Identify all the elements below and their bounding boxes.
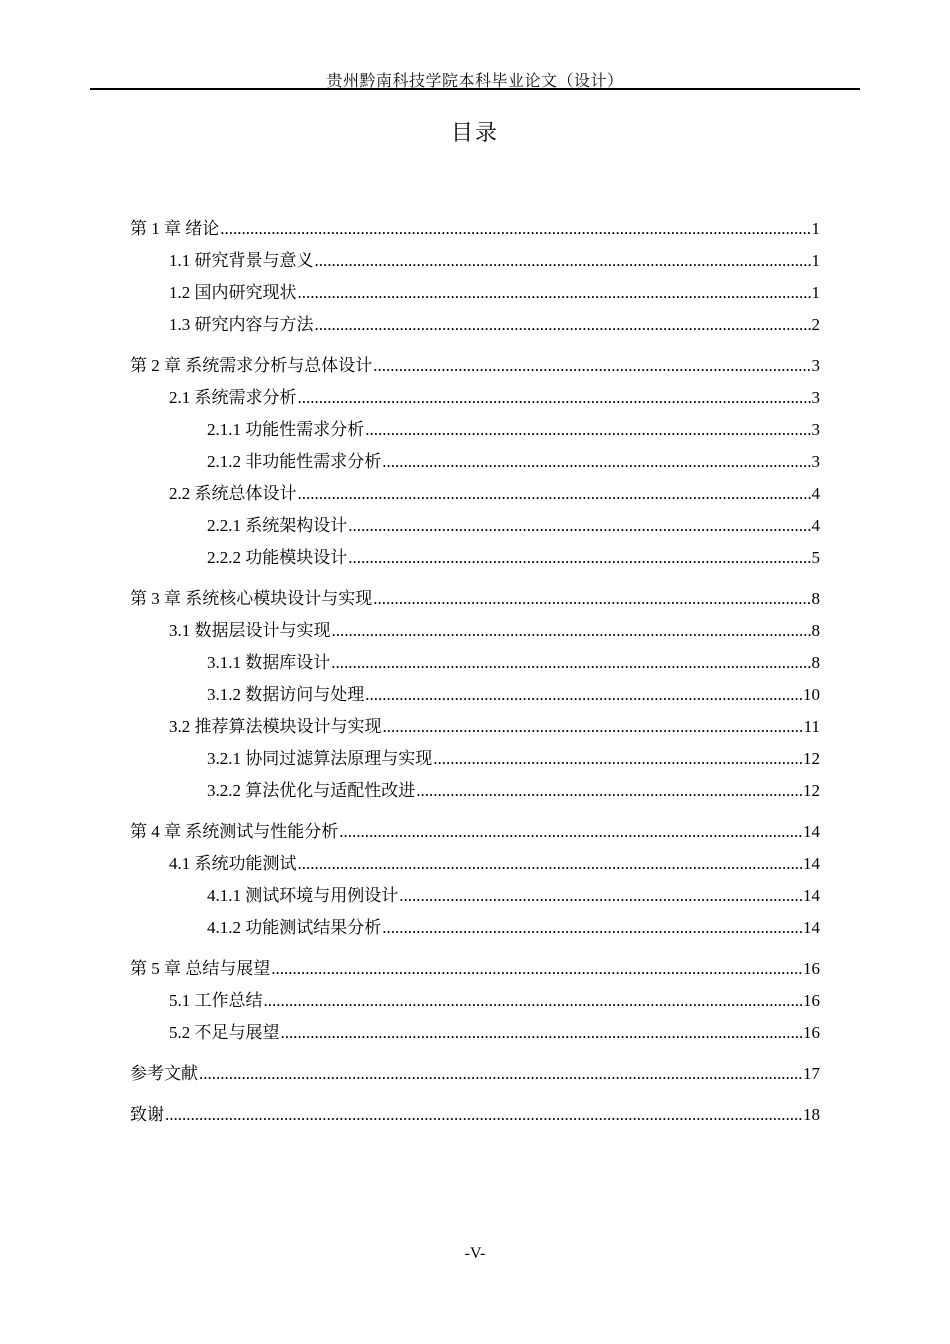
toc-dot-leader xyxy=(373,350,810,382)
toc-entry-page: 1 xyxy=(811,251,820,270)
toc-dot-leader xyxy=(373,583,810,615)
toc-dot-leader xyxy=(271,953,802,985)
toc-entry-label: 致谢 xyxy=(130,1105,164,1124)
toc-entry-page: 8 xyxy=(811,621,820,640)
toc-entry-page: 14 xyxy=(803,918,820,937)
toc-dot-leader xyxy=(298,382,811,414)
toc-entry-page: 11 xyxy=(803,717,820,736)
toc-entry-label: 参考文献 xyxy=(130,1064,198,1083)
toc-entry-label: 2.2.2 功能模块设计 xyxy=(207,548,348,567)
toc-entry-page: 3 xyxy=(811,420,820,439)
toc-entry-label: 3.1.1 数据库设计 xyxy=(207,653,331,672)
toc-entry[interactable] xyxy=(130,382,820,414)
toc-entry[interactable] xyxy=(130,880,820,912)
toc-dot-leader xyxy=(416,775,802,807)
toc-dot-leader xyxy=(199,1058,802,1090)
toc-entry-label: 3.1 数据层设计与实现 xyxy=(169,621,331,640)
toc-entry-page: 3 xyxy=(811,356,820,375)
toc-entry-page: 4 xyxy=(811,484,820,503)
toc-entry-page: 17 xyxy=(803,1064,820,1083)
toc-title: 目录 xyxy=(450,121,499,146)
toc-dot-leader xyxy=(339,816,802,848)
toc-entry-page: 4 xyxy=(811,516,820,535)
toc-entry-label: 5.2 不足与展望 xyxy=(169,1023,280,1042)
toc-entry-label: 2.2.1 系统架构设计 xyxy=(207,516,348,535)
toc-entry[interactable] xyxy=(130,615,820,647)
toc-entry-page: 5 xyxy=(811,548,820,567)
toc-entry-page: 2 xyxy=(811,315,820,334)
toc-dot-leader xyxy=(365,679,802,711)
toc-entry-page: 12 xyxy=(803,781,820,800)
toc-entry-label: 3.1.2 数据访问与处理 xyxy=(207,685,365,704)
toc-dot-leader xyxy=(382,912,802,944)
toc-entry[interactable] xyxy=(130,711,820,743)
toc-entry[interactable] xyxy=(130,985,820,1017)
toc-entry-label: 2.1 系统需求分析 xyxy=(169,388,297,407)
toc-dot-leader xyxy=(165,1099,802,1131)
toc-entry-page: 16 xyxy=(803,959,820,978)
toc-dot-leader xyxy=(298,478,811,510)
toc-entry[interactable] xyxy=(130,647,820,679)
toc-dot-leader xyxy=(365,414,810,446)
toc-entry[interactable] xyxy=(130,245,820,277)
toc-entry[interactable] xyxy=(130,510,820,542)
toc-entry[interactable] xyxy=(130,309,820,341)
toc-entry-page: 14 xyxy=(803,854,820,873)
running-header: 贵州黔南科技学院本科毕业论文（设计） xyxy=(326,73,624,90)
toc-entry[interactable] xyxy=(130,350,820,382)
toc-entry-label: 3.2 推荐算法模块设计与实现 xyxy=(169,717,382,736)
toc-entry-label: 第 4 章 系统测试与性能分析 xyxy=(130,822,339,841)
toc-entry[interactable] xyxy=(130,414,820,446)
toc-dot-leader xyxy=(315,309,811,341)
table-of-contents xyxy=(130,213,820,1131)
toc-dot-leader xyxy=(332,615,811,647)
toc-entry-label: 4.1.2 功能测试结果分析 xyxy=(207,918,382,937)
toc-entry-label: 第 1 章 绪论 xyxy=(130,219,220,238)
toc-entry-label: 1.3 研究内容与方法 xyxy=(169,315,314,334)
toc-entry-label: 2.2 系统总体设计 xyxy=(169,484,297,503)
toc-entry-page: 12 xyxy=(803,749,820,768)
toc-dot-leader xyxy=(399,880,802,912)
toc-entry[interactable] xyxy=(130,743,820,775)
toc-dot-leader xyxy=(298,277,811,309)
toc-entry-page: 3 xyxy=(811,452,820,471)
toc-entry[interactable] xyxy=(130,583,820,615)
toc-entry-label: 1.2 国内研究现状 xyxy=(169,283,297,302)
toc-entry-label: 第 5 章 总结与展望 xyxy=(130,959,271,978)
toc-entry[interactable] xyxy=(130,848,820,880)
toc-entry-page: 16 xyxy=(803,1023,820,1042)
toc-entry[interactable] xyxy=(130,1058,820,1090)
toc-entry[interactable] xyxy=(130,277,820,309)
toc-entry-label: 3.2.1 协同过滤算法原理与实现 xyxy=(207,749,433,768)
toc-entry-page: 10 xyxy=(803,685,820,704)
toc-dot-leader xyxy=(383,711,803,743)
toc-entry-label: 第 3 章 系统核心模块设计与实现 xyxy=(130,589,373,608)
toc-entry[interactable] xyxy=(130,1017,820,1049)
toc-entry[interactable] xyxy=(130,1099,820,1131)
toc-entry-label: 5.1 工作总结 xyxy=(169,991,263,1010)
toc-entry[interactable] xyxy=(130,953,820,985)
toc-entry-label: 第 2 章 系统需求分析与总体设计 xyxy=(130,356,373,375)
toc-dot-leader xyxy=(315,245,811,277)
toc-entry-page: 3 xyxy=(811,388,820,407)
toc-dot-leader xyxy=(264,985,803,1017)
toc-dot-leader xyxy=(348,542,810,574)
toc-dot-leader xyxy=(220,213,810,245)
toc-entry-label: 2.1.1 功能性需求分析 xyxy=(207,420,365,439)
toc-entry-label: 3.2.2 算法优化与适配性改进 xyxy=(207,781,416,800)
toc-entry[interactable] xyxy=(130,912,820,944)
toc-dot-leader xyxy=(433,743,802,775)
toc-dot-leader xyxy=(348,510,810,542)
toc-entry[interactable] xyxy=(130,542,820,574)
toc-entry-page: 1 xyxy=(811,219,820,238)
toc-entry-page: 8 xyxy=(811,589,820,608)
toc-dot-leader xyxy=(298,848,803,880)
toc-entry[interactable] xyxy=(130,478,820,510)
toc-entry[interactable] xyxy=(130,816,820,848)
toc-entry-label: 4.1 系统功能测试 xyxy=(169,854,297,873)
header-divider xyxy=(90,88,860,90)
toc-entry[interactable] xyxy=(130,679,820,711)
toc-entry-label: 4.1.1 测试环境与用例设计 xyxy=(207,886,399,905)
toc-entry-page: 14 xyxy=(803,822,820,841)
toc-entry-page: 8 xyxy=(811,653,820,672)
toc-entry[interactable] xyxy=(130,775,820,807)
toc-entry-page: 18 xyxy=(803,1105,820,1124)
toc-entry-page: 14 xyxy=(803,886,820,905)
page-number: -V- xyxy=(464,1245,486,1262)
toc-entry-label: 1.1 研究背景与意义 xyxy=(169,251,314,270)
toc-entry[interactable] xyxy=(130,213,820,245)
toc-dot-leader xyxy=(331,647,810,679)
toc-entry[interactable] xyxy=(130,446,820,478)
toc-dot-leader xyxy=(281,1017,803,1049)
toc-entry-page: 16 xyxy=(803,991,820,1010)
toc-entry-label: 2.1.2 非功能性需求分析 xyxy=(207,452,382,471)
toc-dot-leader xyxy=(382,446,810,478)
toc-entry-page: 1 xyxy=(811,283,820,302)
